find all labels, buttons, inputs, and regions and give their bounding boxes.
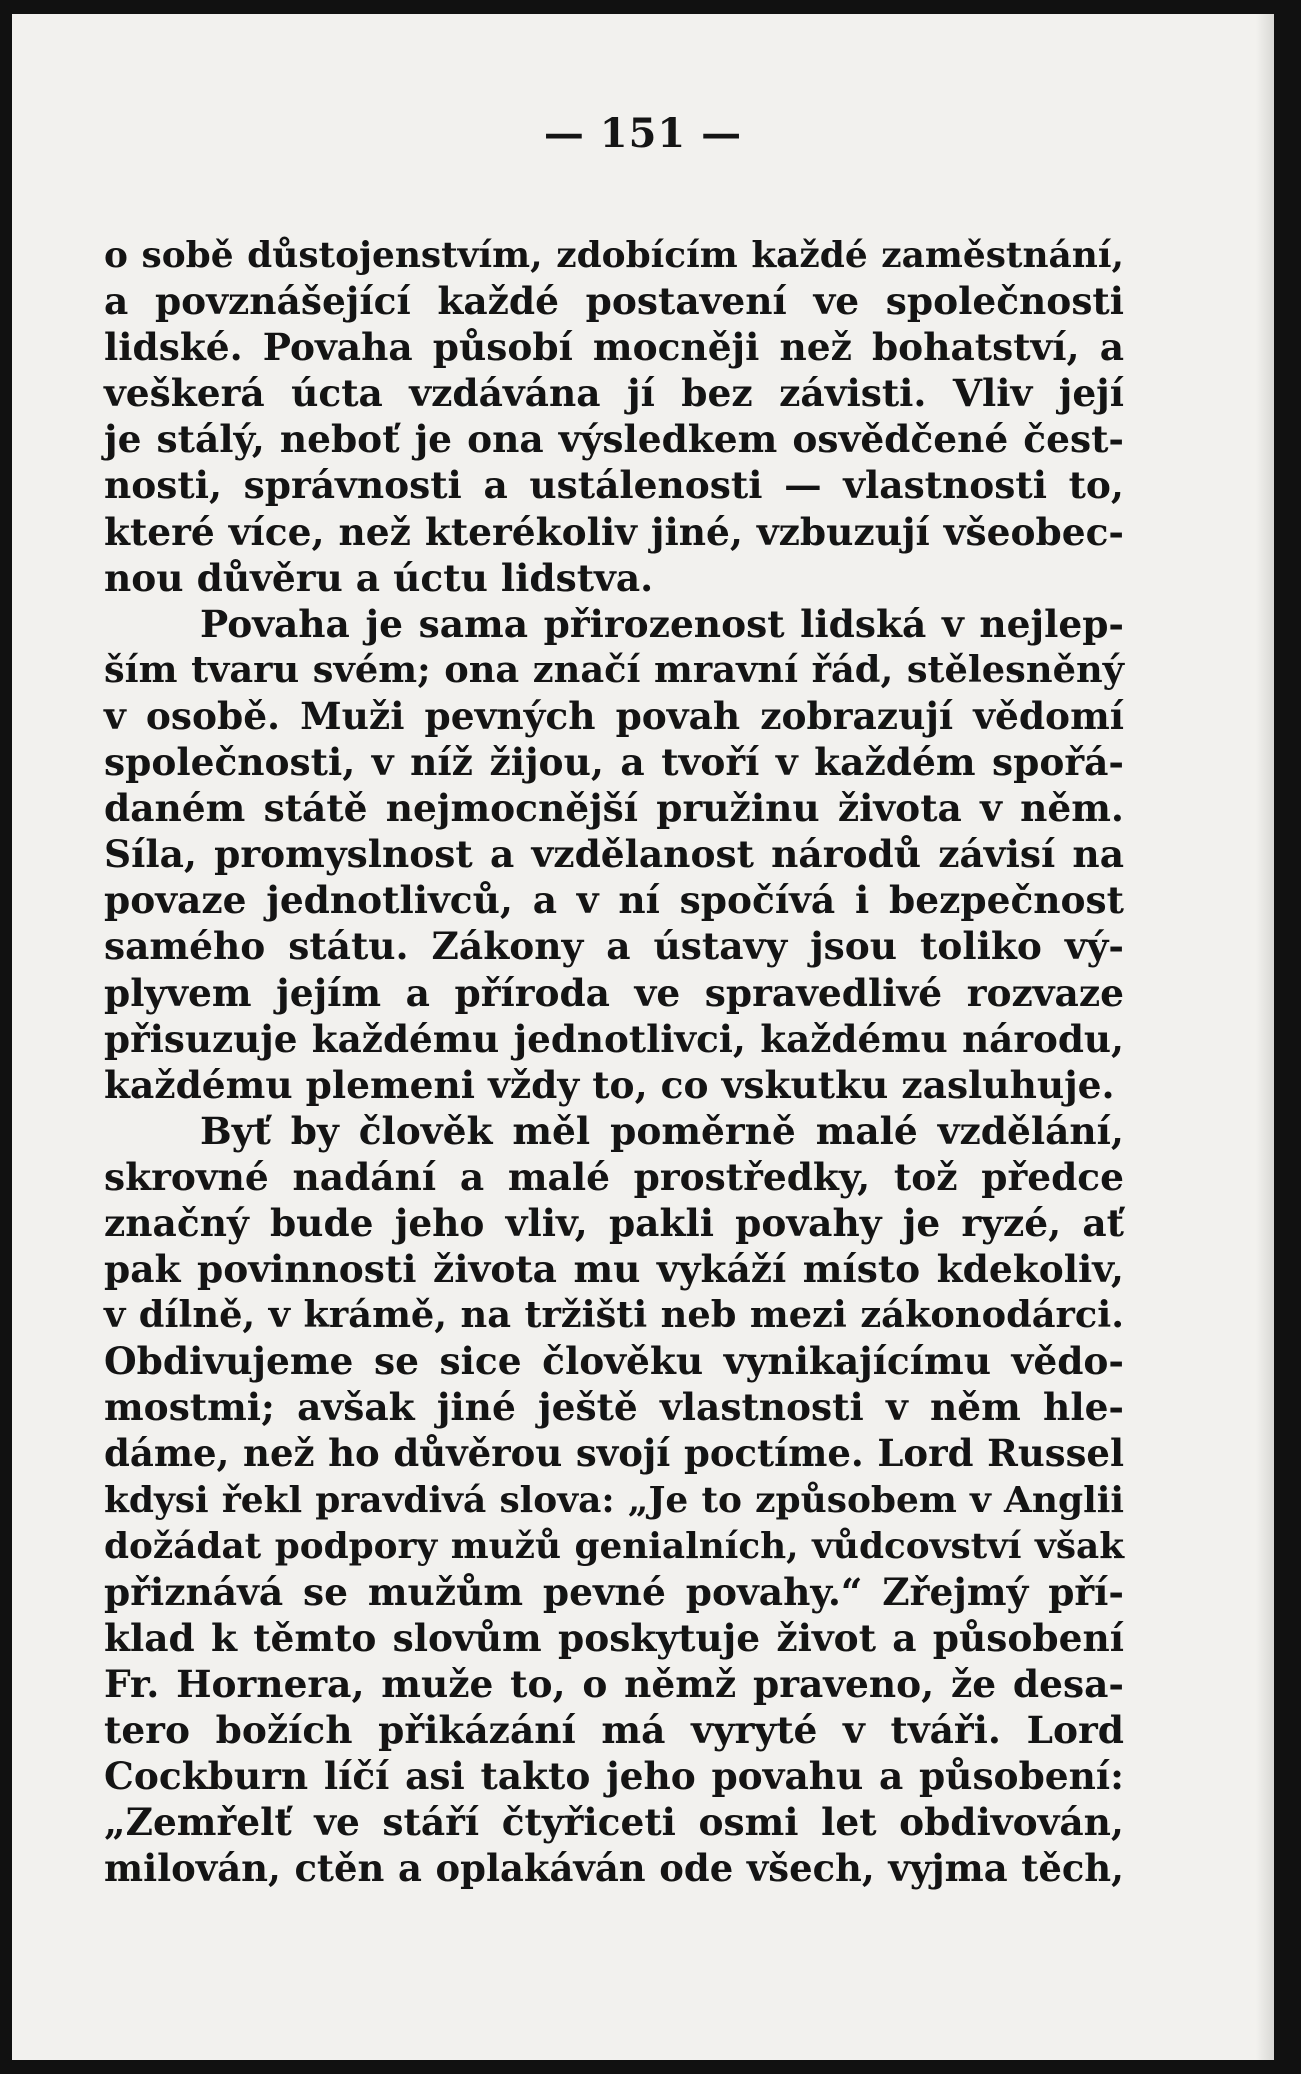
text-line: Síla, promyslnost a vzdělanost národů závisí na: [104, 832, 1124, 877]
book-page: [12, 14, 1274, 2060]
text-line: přiznává se mužům pevné povahy.“ Zřejmý pří-: [104, 1569, 1124, 1614]
body-text: [104, 232, 1124, 1891]
text-line: daném státě nejmocnější pružinu života v něm.: [104, 786, 1124, 831]
text-line: klad k těmto slovům poskytuje život a působení: [104, 1615, 1124, 1660]
text-line: o sobě důstojenstvím, zdobícím každé zaměstnání,: [104, 234, 1124, 276]
text-line: samého státu. Zákony a ústavy jsou toliko vý-: [104, 924, 1124, 969]
text-line: Obdivujeme se sice člověku vynikajícímu vědo-: [104, 1339, 1124, 1384]
text-line: přisuzuje každému jednotlivci, každému národu,: [104, 1016, 1124, 1061]
text-line: povaze jednotlivců, a v ní spočívá i bezpečnost: [104, 878, 1124, 923]
text-line: pak povinnosti života mu vykáží místo kdekoliv,: [104, 1247, 1124, 1292]
text-line: plyvem jejím a příroda ve spravedlivé rozvaze: [104, 970, 1124, 1015]
text-line: skrovné nadání a malé prostředky, tož předce: [104, 1154, 1124, 1199]
text-line: nou důvěru a úctu lidstva.: [104, 555, 654, 600]
text-line: Cockburn líčí asi takto jeho povahu a působení:: [104, 1754, 1124, 1799]
text-line: tero božích přikázání má vyryté v tváři. Lord: [104, 1708, 1124, 1752]
text-line: které více, než kterékoliv jiné, vzbuzují všeobec-: [104, 509, 1124, 554]
text-line: Fr. Hornera, muže to, o němž praveno, že desa-: [104, 1661, 1124, 1706]
text-line: lidské. Povaha působí mocněji než bohatství, a: [104, 325, 1124, 370]
text-line: každému plemeni vždy to, co vskutku zasluhuje.: [104, 1062, 1115, 1107]
text-line: značný bude jeho vliv, pakli povahy je ryzé, ať: [104, 1200, 1124, 1245]
text-line: společnosti, v níž žijou, a tvoří v každém spořá-: [104, 740, 1124, 785]
text-line: Povaha je sama přirozenost lidská v nejlep-: [200, 601, 1124, 646]
text-line: Byť by člověk měl poměrně malé vzdělání,: [200, 1108, 1124, 1153]
text-line: je stálý, neboť je ona výsledkem osvědčené čest-: [104, 417, 1124, 462]
text-line: v osobě. Muži pevných povah zobrazují vědomí: [104, 693, 1124, 738]
text-line: „Zemřelť ve stáří čtyřiceti osmi let obdivován,: [104, 1800, 1124, 1845]
text-line: kdysi řekl pravdivá slova: „Je to způsobem v Anglii: [104, 1478, 1124, 1521]
text-line: veškerá úcta vzdávána jí bez závisti. Vliv její: [104, 371, 1124, 416]
text-line: milován, ctěn a oplakáván ode všech, vyjma těch,: [104, 1846, 1124, 1891]
text-line: v dílně, v krámě, na tržišti neb mezi zákonodárci.: [104, 1293, 1124, 1337]
text-line: ším tvaru svém; ona značí mravní řád, stělesněný: [104, 647, 1124, 691]
text-line: dáme, než ho důvěrou svojí poctíme. Lord Russel: [104, 1431, 1124, 1476]
text-line: dožádat podpory mužů genialních, vůdcovství však: [104, 1524, 1124, 1567]
text-line: a povznášející každé postavení ve společnosti: [104, 279, 1124, 324]
page-number: — 151 —: [543, 110, 743, 157]
text-line: nosti, správnosti a ustálenosti — vlastnosti to,: [104, 463, 1124, 508]
text-line: mostmi; avšak jiné ještě vlastnosti v něm hle-: [104, 1385, 1124, 1430]
